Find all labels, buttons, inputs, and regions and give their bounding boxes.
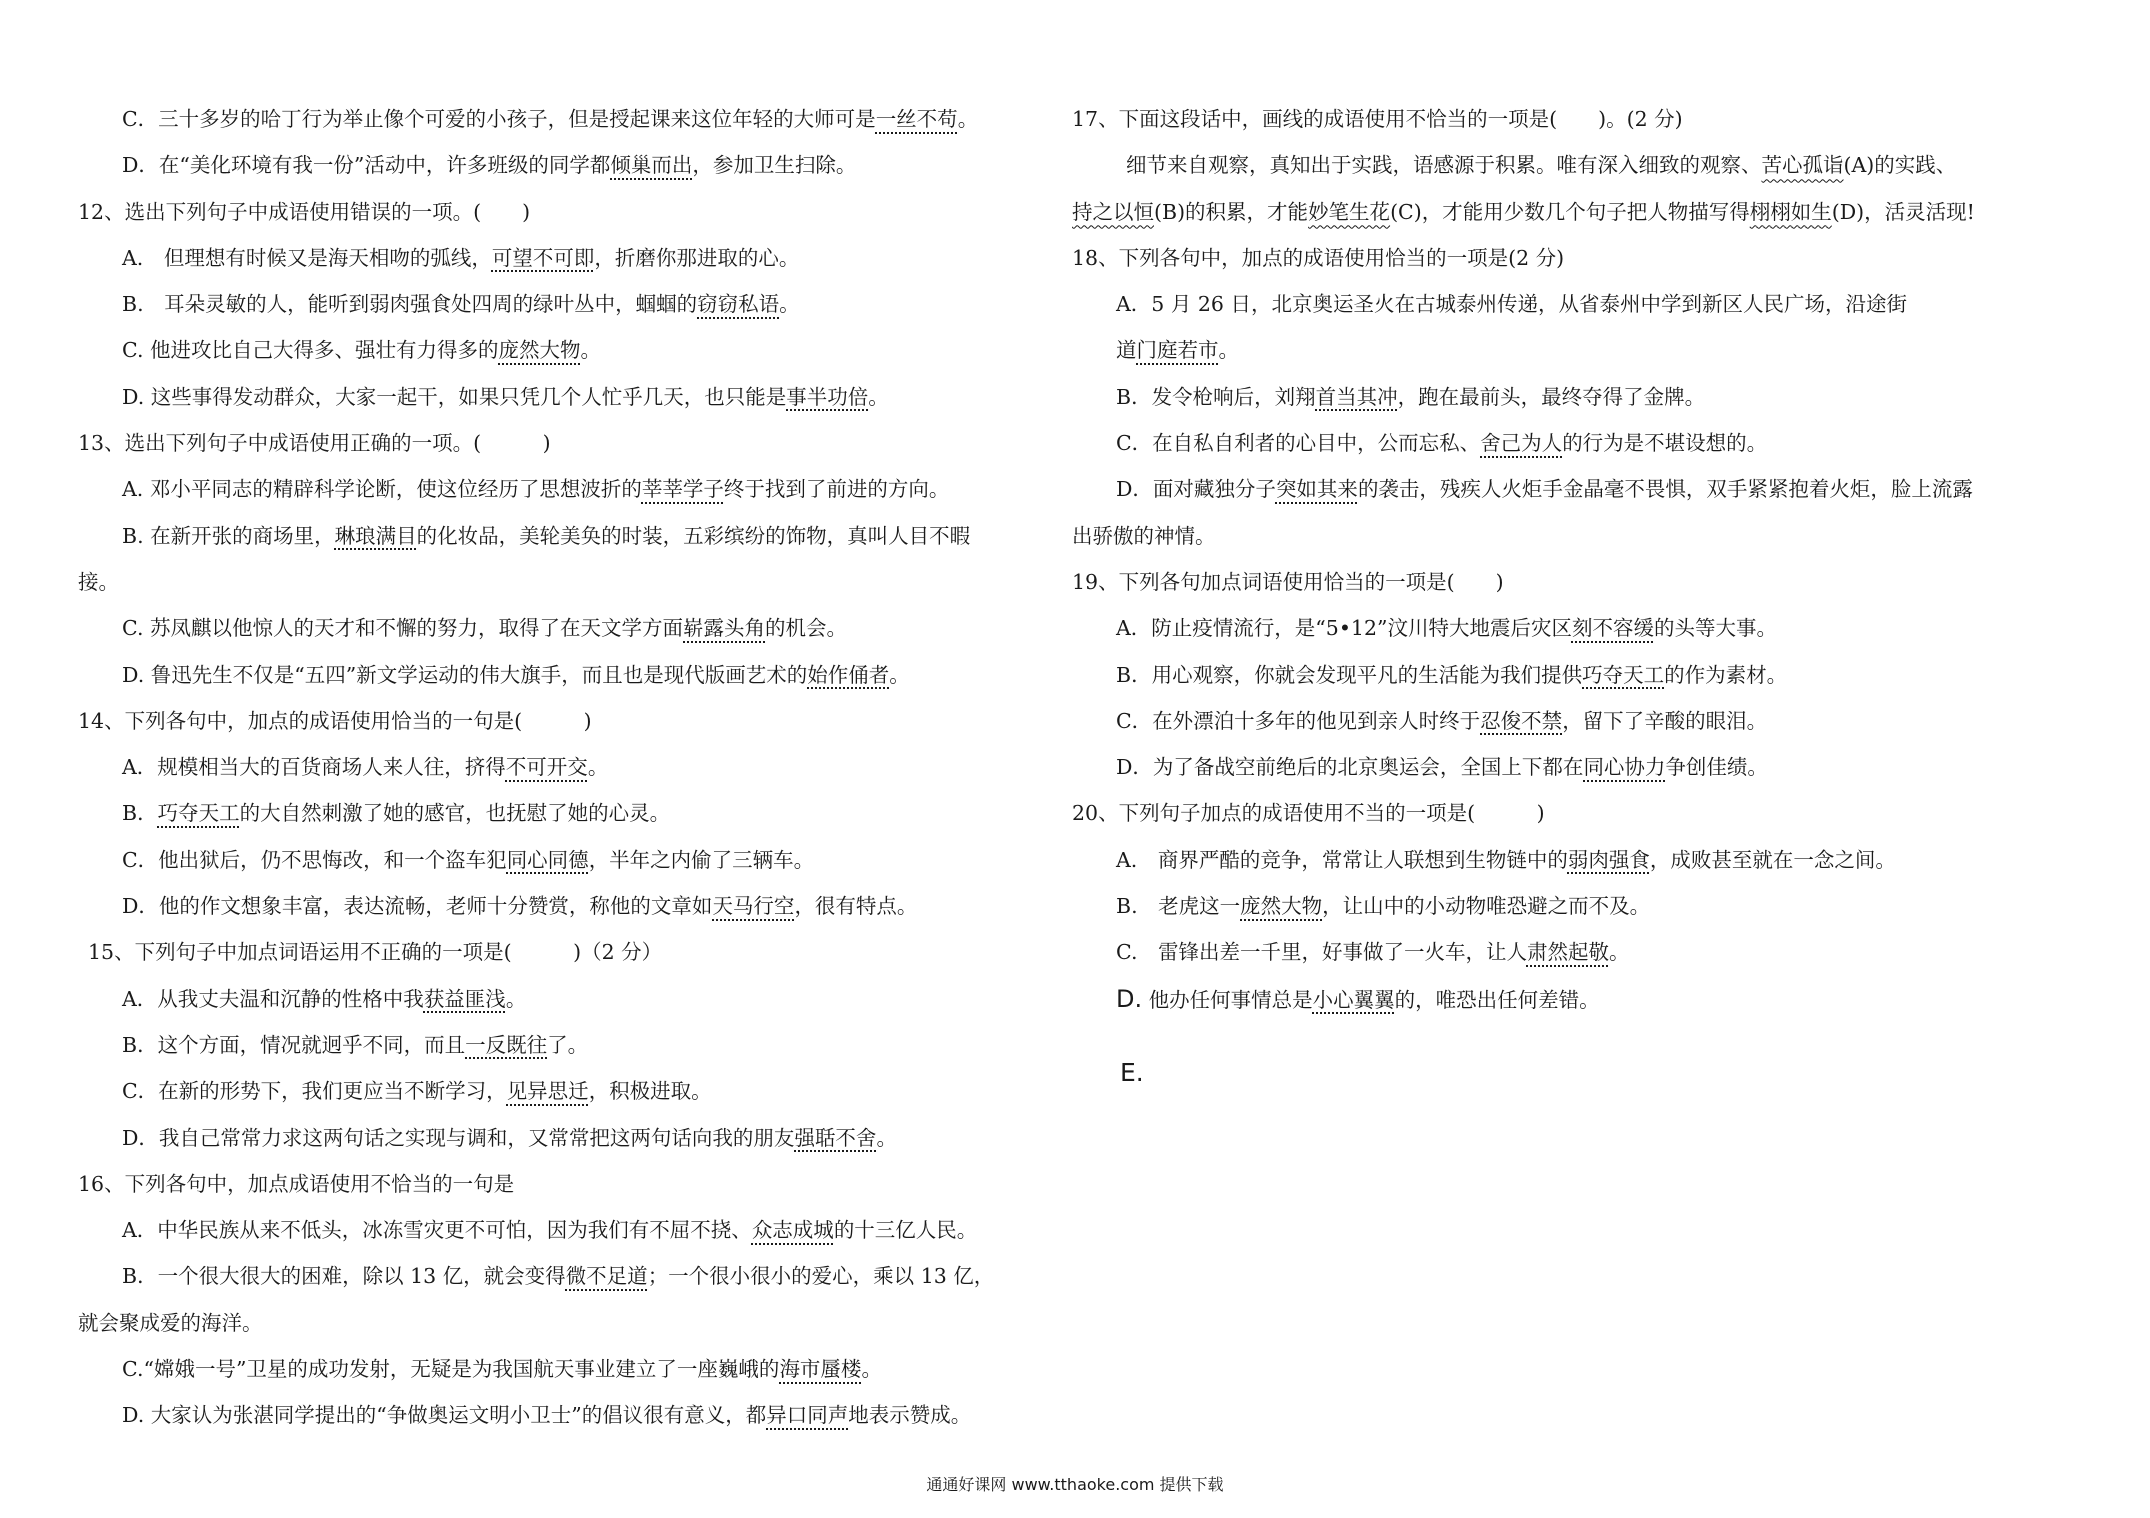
q18-option-d-continued: 出骄傲的神情。 bbox=[1072, 523, 1216, 548]
q14-option-c: C．他出狱后，仍不思悔改，和一个盗车犯同心同德，半年之内偷了三辆车。 bbox=[122, 847, 815, 872]
q13-stem: 13、选出下列句子中成语使用正确的一项。( ) bbox=[78, 431, 551, 456]
q18-option-a-continued: 道门庭若市。 bbox=[1116, 338, 1239, 363]
q14-option-d: D．他的作文想象丰富，表达流畅，老师十分赞赏，称他的文章如天马行空，很有特点。 bbox=[122, 894, 918, 919]
q11-option-d: D．在“美化环境有我一份”活动中，许多班级的同学都倾巢而出，参加卫生扫除。 bbox=[122, 153, 857, 178]
q15-option-b: B．这个方面，情况就迥乎不同，而且一反既往了。 bbox=[122, 1032, 589, 1057]
q18-option-b: B．发令枪响后，刘翔首当其冲，跑在最前头，最终夺得了金牌。 bbox=[1116, 384, 1706, 409]
q13-option-a: A. 邓小平同志的精辟科学论断，使这位经历了思想波折的莘莘学子终于找到了前进的方向。 bbox=[122, 477, 950, 502]
q14-option-b: B．巧夺天工的大自然刺激了她的感官，也抚慰了她的心灵。 bbox=[122, 801, 671, 826]
q15-option-d: D．我自己常常力求这两句话之实现与调和，又常常把这两句话向我的朋友强聒不舍。 bbox=[122, 1125, 897, 1150]
q20-option-a: A. 商界严酷的竞争，常常让人联想到生物链中的弱肉强食，成败甚至就在一念之间。 bbox=[1116, 847, 1896, 872]
q20-option-b: B. 老虎这一庞然大物，让山中的小动物唯恐避之而不及。 bbox=[1116, 894, 1651, 919]
q19-option-d: D．为了备战空前绝后的北京奥运会，全国上下都在同心协力争创佳绩。 bbox=[1116, 755, 1768, 780]
q14-stem: 14、下列各句中，加点的成语使用恰当的一句是( ) bbox=[78, 708, 592, 733]
q16-option-c: C.“嫦娥一号”卫星的成功发射，无疑是为我国航天事业建立了一座巍峨的海市蜃楼。 bbox=[122, 1357, 882, 1382]
q13-option-c: C. 苏凤麒以他惊人的天才和不懈的努力，取得了在天文学方面崭露头角的机会。 bbox=[122, 616, 847, 641]
q18-option-a: A．5 月 26 日，北京奥运圣火在古城泰州传递，从省泰州中学到新区人民广场，沿途街 bbox=[1116, 292, 1907, 317]
q20-option-c: C. 雷锋出差一千里，好事做了一火车，让人肃然起敬。 bbox=[1116, 940, 1630, 965]
q12-option-b: B. 耳朵灵敏的人，能听到弱肉强食处四周的绿叶丛中，蝈蝈的窃窃私语。 bbox=[122, 292, 800, 317]
q13-option-d: D. 鲁迅先生不仅是“五四”新文学运动的伟大旗手，而且也是现代版画艺术的始作俑者。 bbox=[122, 662, 910, 687]
q16-option-b: B．一个很大很大的困难，除以 13 亿，就会变得微不足道；一个很小很小的爱心，乘以 13 亿， bbox=[122, 1264, 995, 1289]
q20-stem: 20、下列句子加点的成语使用不当的一项是( ) bbox=[1072, 801, 1545, 826]
q12-stem: 12、选出下列句子中成语使用错误的一项。( ) bbox=[78, 199, 531, 224]
q18-stem: 18、下列各句中，加点的成语使用恰当的一项是(2 分) bbox=[1072, 245, 1565, 270]
q17-passage-line-1: 细节来自观察，真知出于实践，语感源于积累。唯有深入细致的观察、苦心孤诣(A)的实践、 bbox=[1126, 153, 1957, 178]
q19-option-b: B．用心观察，你就会发现平凡的生活能为我们提供巧夺天工的作为素材。 bbox=[1116, 662, 1788, 687]
q15-stem: 15、下列句子中加点词语运用不正确的一项是( )（2 分） bbox=[88, 940, 663, 965]
q16-stem: 16、下列各句中，加点成语使用不恰当的一句是 bbox=[78, 1171, 515, 1196]
left-column bbox=[78, 96, 1040, 1439]
right-column bbox=[1072, 96, 2042, 1022]
q20-option-d: D. 他办任何事情总是小心翼翼的，唯恐出任何差错。 bbox=[1116, 984, 1600, 1013]
q15-option-a: A．从我丈夫温和沉静的性格中我获益匪浅。 bbox=[122, 986, 527, 1011]
q17-stem: 17、下面这段话中，画线的成语使用不恰当的一项是( )。(2 分) bbox=[1072, 107, 1683, 131]
q19-stem: 19、下列各句加点词语使用恰当的一项是( ) bbox=[1072, 569, 1504, 594]
q12-option-a: A. 但理想有时候又是海天相吻的弧线，可望不可即，折磨你那进取的心。 bbox=[122, 245, 800, 270]
option-e-label: E. bbox=[1120, 1058, 1144, 1087]
q11-option-c: C．三十多岁的哈丁行为举止像个可爱的小孩子，但是授起课来这位年轻的大师可是一丝不苟。 bbox=[122, 107, 979, 131]
page-footer: 通通好课网 www.tthaoke.com 提供下载 bbox=[926, 1475, 1224, 1494]
q12-option-d: D. 这些事得发动群众，大家一起干，如果只凭几个人忙乎几天，也只能是事半功倍。 bbox=[122, 384, 889, 409]
q12-option-c: C. 他进攻比自己大得多、强壮有力得多的庞然大物。 bbox=[122, 338, 601, 363]
q19-option-a: A．防止疫情流行，是“5•12”汶川特大地震后灾区刻不容缓的头等大事。 bbox=[1116, 616, 1777, 641]
q16-option-a: A．中华民族从来不低头，冰冻雪灾更不可怕，因为我们有不屈不挠、众志成城的十三亿人民。 bbox=[122, 1218, 978, 1243]
q16-option-d: D. 大家认为张湛同学提出的“争做奥运文明小卫士”的倡议很有意义，都异口同声地表示赞成。 bbox=[122, 1403, 972, 1428]
q18-option-d: D．面对藏独分子突如其来的袭击，残疾人火炬手金晶毫不畏惧，双手紧紧抱着火炬，脸上流露 bbox=[1116, 477, 1973, 502]
q13-option-b-continued: 接。 bbox=[78, 569, 119, 594]
q13-option-b: B. 在新开张的商场里，琳琅满目的化妆品，美轮美奂的时装，五彩缤纷的饰物，真叫人目不暇 bbox=[122, 523, 971, 548]
q15-option-c: C．在新的形势下，我们更应当不断学习，见异思迁，积极进取。 bbox=[122, 1079, 712, 1104]
q14-option-a: A．规模相当大的百货商场人来人往，挤得不可开交。 bbox=[122, 755, 609, 780]
q17-passage-line-2: 持之以恒(B)的积累，才能妙笔生花(C)，才能用少数几个句子把人物描写得栩栩如生(D)，活灵活现! bbox=[1072, 199, 1975, 224]
q16-option-b-continued: 就会聚成爱的海洋。 bbox=[78, 1310, 263, 1335]
q18-option-c: C．在自私自利者的心目中，公而忘私、舍己为人的行为是不堪设想的。 bbox=[1116, 431, 1768, 456]
q19-option-c: C．在外漂泊十多年的他见到亲人时终于忍俊不禁，留下了辛酸的眼泪。 bbox=[1116, 708, 1768, 733]
